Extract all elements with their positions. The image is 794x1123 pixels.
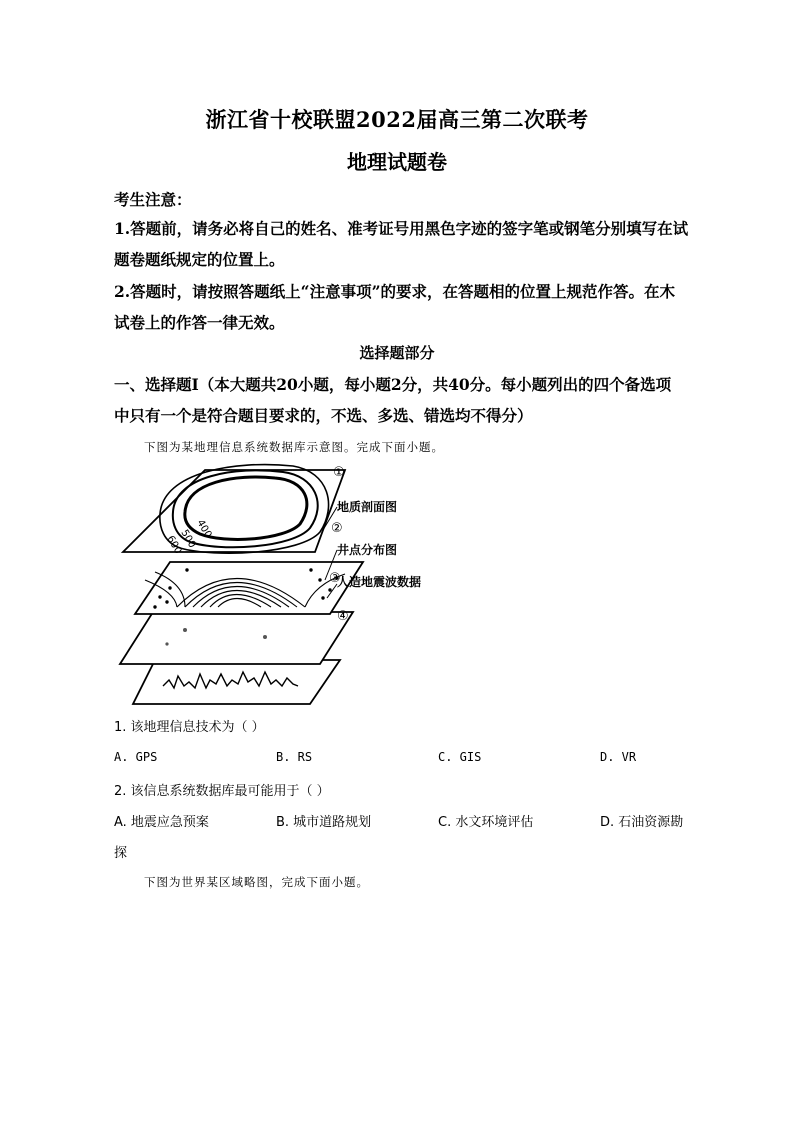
part1-instruction-line1: 一、选择题Ⅰ（本大题共20小题，每小题2分，共40分。每小题列出的四个备选项 [114, 375, 672, 394]
q1-option-c[interactable]: C. GIS [438, 750, 482, 764]
question-2-stem: 2. 该信息系统数据库最可能用于（ ） [114, 784, 330, 799]
notice-item2-line2: 试卷上的作答一律无效。 [114, 313, 285, 332]
contour-label-500: 500 [178, 528, 198, 551]
exam-title: 浙江省十校联盟2022届高三第二次联考 [205, 107, 589, 132]
contour-label-400: 400 [194, 518, 214, 541]
marker-2: ② [331, 521, 343, 536]
q1-option-b[interactable]: B. RS [276, 750, 313, 764]
notice-item1-line1: 1.答题前，请务必将自己的姓名、准考证号用黑色字迹的签字笔或钢笔分别填写在试 [114, 219, 689, 238]
layer-4-plane [133, 660, 340, 704]
marker-4: ④ [337, 609, 349, 624]
notice-heading: 考生注意： [114, 190, 192, 209]
notice-item1-line2: 题卷题纸规定的位置上。 [114, 250, 285, 269]
q2-option-d-wrap: 探 [114, 846, 128, 861]
contour-label-600: 600 [164, 534, 184, 557]
marker-1: ① [333, 465, 345, 480]
exam-subtitle: 地理试题卷 [347, 150, 447, 174]
label-geologic-section: 地质剖面图 [337, 500, 398, 514]
notice-item2-line1: 2.答题时，请按照答题纸上“注意事项”的要求，在答题相的位置上规范作答。在木 [114, 282, 676, 301]
q2-option-b[interactable]: B. 城市道路规划 [276, 815, 372, 830]
label-well-distribution: 井点分布图 [337, 543, 398, 557]
q1-option-d[interactable]: D. VR [600, 750, 637, 764]
gis-layers-figure [115, 462, 475, 710]
q2-option-a[interactable]: A. 地震应急预案 [114, 815, 209, 830]
q1-option-a[interactable]: A. GPS [114, 750, 158, 764]
part1-instruction-line2: 中只有一个是符合题目要求的，不选、多选、错选均不得分） [114, 406, 533, 425]
section-title: 选择题部分 [359, 344, 435, 362]
layer-3-plane [120, 612, 353, 664]
figure-intro-2: 下图为世界某区域略图，完成下面小题。 [144, 875, 369, 889]
q2-option-c[interactable]: C. 水文环境评估 [438, 815, 534, 830]
q2-option-d[interactable]: D. 石油资源勘 [600, 815, 684, 830]
question-1-stem: 1. 该地理信息技术为（ ） [114, 720, 265, 735]
label-artificial-seismic-data: 人造地震波数据 [337, 575, 422, 589]
figure-intro-1: 下图为某地理信息系统数据库示意图。完成下面小题。 [144, 440, 444, 454]
marker-3: ③ [329, 571, 341, 586]
